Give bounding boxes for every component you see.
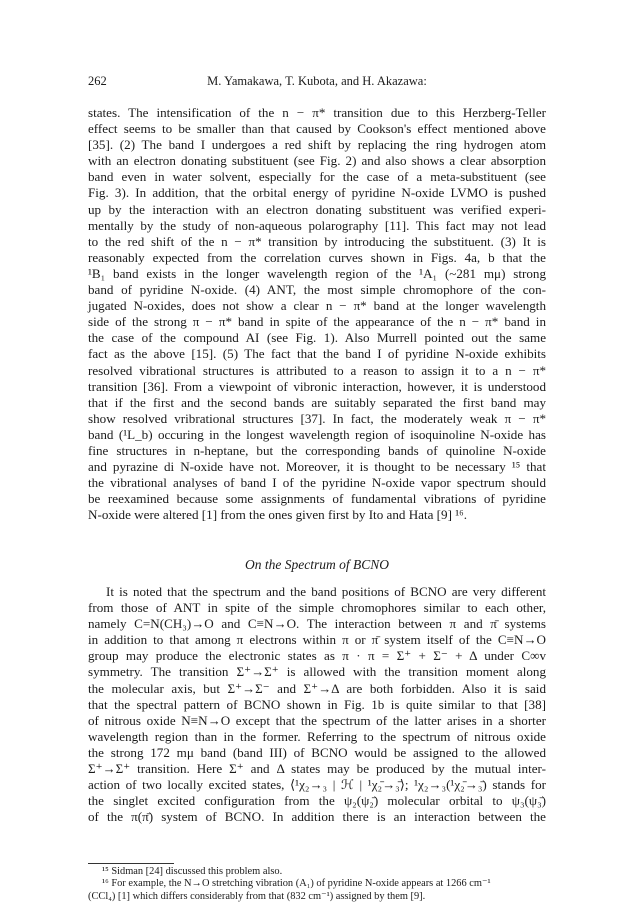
text-line: in addition to that among π electrons within π or π̄ system itself of the C≡N→O — [88, 632, 546, 648]
text-line: be reexamined because some assignments of fundamental vibrations of pyridine — [88, 491, 546, 507]
paragraph-continuation — [88, 105, 546, 523]
text-line: from those of ANT in spite of the simple chromophores similar to each other, — [88, 600, 546, 616]
text-line: of the π(π̄) system of BCNO. In addition there is an interaction between the — [88, 809, 546, 825]
text-line: transition [36]. From a viewpoint of vibronic interaction, however, it is understood — [88, 378, 546, 394]
text-line: action of two locally excited states, ⟨¹χ₂→₃ | ℋ | ¹χ₂̄→₃̄⟩; ¹χ₂→₃(¹χ₂̄→₃̄) stands for — [88, 777, 546, 793]
text-line: band even in water solvent, especially for the case of a meta-substituent (see — [88, 169, 546, 185]
text-line: symmetry. The transition Σ⁺→Σ⁺ is allowed with the transition moment along — [88, 664, 546, 680]
text-line: fact as the above [15]. (5) The fact that the band I of pyridine N-oxide exhibits — [88, 346, 546, 362]
footnotes — [88, 866, 546, 903]
text-line: namely C=N(CH₃)→O and C≡N→O. The interaction between π and π̄ systems — [88, 616, 546, 632]
text-line: the singlet excited configuration from the ψ₂(ψ₂̄) molecular orbital to ψ₃(ψ₃̄) — [88, 793, 546, 809]
text-line: reasonably expected from the correlation curves shown in Figs. 4a, b that the — [88, 249, 546, 265]
paragraph-bcno — [88, 584, 546, 825]
text-line: the strong 172 mμ band (band III) of BCNO would be assigned to the allowed — [88, 744, 546, 760]
text-line: to the red shift of the n − π* transition by introducing the substituent. (3) It is — [88, 233, 546, 249]
text-line: ¹B₁ band exists in the longer wavelength region of the ¹A₁ (~281 mμ) strong — [88, 265, 546, 281]
text-line: fine structures in n-heptane, but the corresponding bands of quinoline N-oxide — [88, 442, 546, 458]
text-line: effect seems to be smaller than that caused by Cookson's effect mentioned above — [88, 121, 546, 137]
text-line: band (¹L_b) occuring in the longest wavelength region of isoquinoline N-oxide has — [88, 426, 546, 442]
footnote-line: ¹⁵ Sidman [24] discussed this problem also. — [102, 866, 283, 877]
footnote-rule — [88, 863, 174, 864]
running-head: M. Yamakawa, T. Kubota, and H. Akazawa: — [207, 74, 427, 88]
text-line: Σ⁺→Σ⁺ transition. Here Σ⁺ and Δ states may be produced by the mutual inter- — [88, 761, 546, 777]
page-number: 262 — [88, 74, 107, 88]
text-line: N-oxide were altered [1] from the ones given first by Ito and Hata [9] ¹⁶. — [88, 507, 467, 523]
footnote-line: ¹⁶ For example, the N→O stretching vibration (A₁) of pyridine N-oxide appears at 1266 cm⁻¹ — [102, 878, 491, 890]
text-line: group may produce the electronic states as π · π = Σ⁺ + Σ⁻ + Δ under C∞v — [88, 648, 546, 664]
text-line: show resolved vribrational structures [37]. In fact, the moderately weak π − π* — [88, 410, 546, 426]
text-line: wavelength region than in the former. Referring to the spectrum of nitrous oxide — [88, 728, 546, 744]
text-line: [35]. (2) The band I undergoes a red shift by replacing the ring hydrogen atom — [88, 137, 546, 153]
text-line: the case of the compound AI (see Fig. 1). Also Murrell pointed out the same — [88, 330, 546, 346]
text-line: up by the interaction with an electron donating substituent was verified experi- — [88, 201, 546, 217]
text-line: that the spectral pattern of BCNO shown in Fig. 1b is quite similar to that [38] — [88, 696, 546, 712]
text-line: states. The intensification of the n − π* transition due to this Herzberg-Teller — [88, 105, 546, 120]
text-line: Fig. 3). In addition, that the orbital energy of pyridine N-oxide LVMO is pushed — [88, 185, 546, 201]
text-line: with an electron donating substituent (see Fig. 2) and also shows a clear absorption — [88, 153, 546, 169]
text-line: the vibrational analyses of band I of the pyridine N-oxide vapor spectrum should — [88, 475, 546, 491]
section-heading: On the Spectrum of BCNO — [245, 557, 389, 572]
text-line: of nitrous oxide N≡N→O except that the spectrum of the latter arises in a shorter — [88, 712, 546, 728]
text-line: the molecular axis, but Σ⁺→Σ⁻ and Σ⁺→Δ are both forbidden. Also it is said — [88, 680, 546, 696]
text-line: mentally by the study of non-aqueous polarography [11]. This fact may not lead — [88, 217, 546, 233]
text-line: resolved vibrational structures is attributed to a reason to assign it to a n − π* — [88, 362, 546, 378]
text-line: band of pyridine N-oxide. (4) ANT, the most simple chromophore of the con- — [88, 282, 546, 298]
footnote-line: (CCl₄) [1] which differs considerably from that (832 cm⁻¹) assigned by them [9]. — [88, 890, 426, 902]
text-line: It is noted that the spectrum and the band positions of BCNO are very different — [106, 584, 546, 599]
text-line: that if the first and the second bands are suitably separated the first band may — [88, 394, 546, 410]
text-line: and pyrazine di N-oxide have not. Moreover, it is thought to be necessary ¹⁵ that — [88, 459, 546, 475]
text-line: jugated N-oxides, does not show a clear n − π* band at the longer wavelength — [88, 298, 546, 314]
text-line: side of the strong π − π* band in spite of the appearance of the n − π* band in — [88, 314, 546, 330]
page-header — [88, 74, 546, 92]
